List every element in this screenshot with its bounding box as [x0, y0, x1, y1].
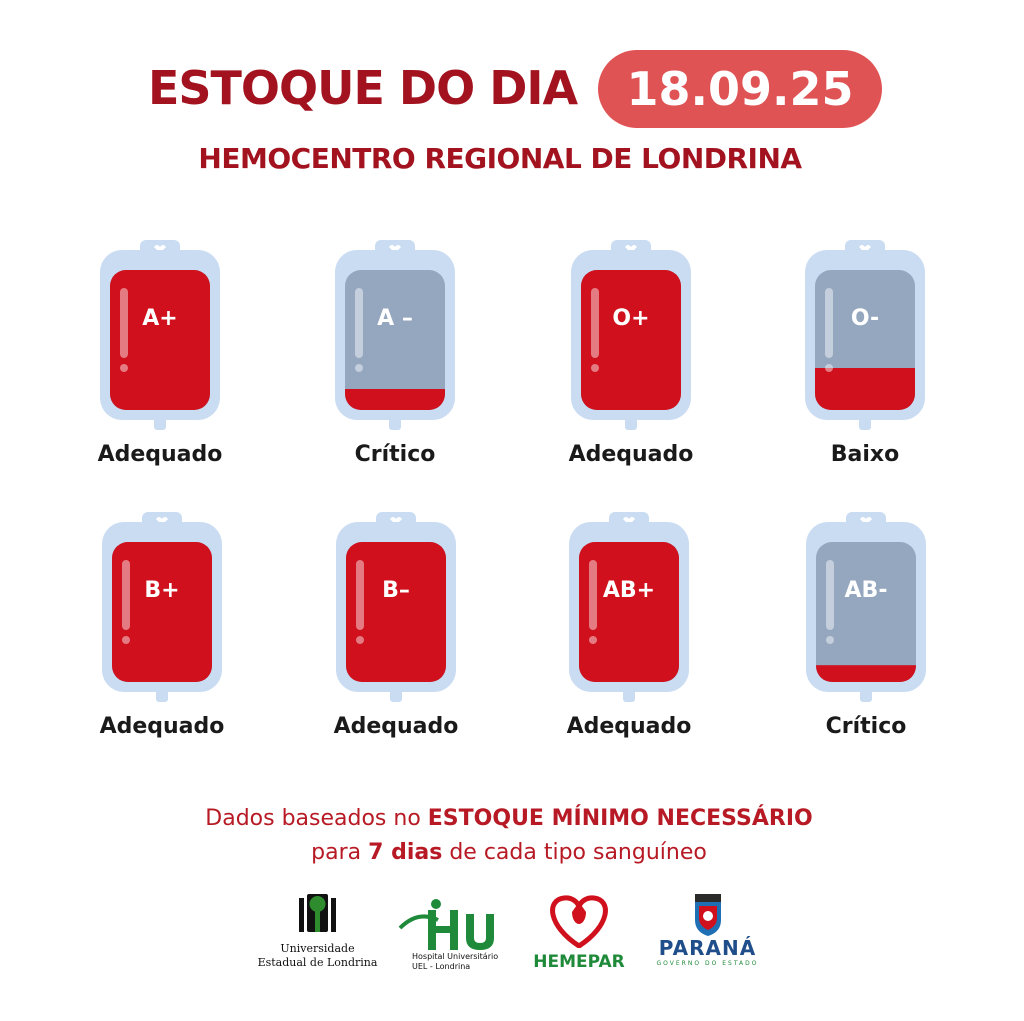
stock-status-label: Baixo — [830, 442, 900, 467]
blood-bag-icon — [295, 240, 495, 440]
stock-status-label: Adequado — [566, 714, 692, 739]
hemepar-logo — [528, 890, 630, 980]
bag-card-b-pos — [62, 512, 262, 772]
blood-type-label: A – — [377, 306, 413, 331]
bag-card-o-pos — [531, 240, 731, 500]
hu-label-2: UEL - Londrina — [412, 962, 471, 971]
footnote-text: para — [311, 840, 369, 865]
blood-type-label: O+ — [612, 306, 650, 331]
parana-label: PARANÁ — [658, 936, 757, 960]
bag-card-ab-pos — [529, 512, 729, 772]
hu-mark-icon — [398, 890, 508, 950]
stock-status-label: Crítico — [825, 714, 907, 739]
blood-bag-icon — [296, 512, 496, 712]
blood-type-label: AB- — [844, 578, 888, 603]
page-subtitle: HEMOCENTRO REGIONAL DE LONDRINA — [198, 142, 802, 175]
uel-label-1: Universidade — [280, 942, 355, 955]
uel-logo — [255, 890, 380, 980]
bag-card-a-pos — [60, 240, 260, 500]
blood-type-label: B+ — [144, 578, 180, 603]
blood-type-label: B– — [382, 578, 410, 603]
footnote — [0, 802, 1018, 870]
stock-status-label: Adequado — [99, 714, 225, 739]
footnote-text: Dados baseados no — [205, 806, 428, 831]
bag-card-b-neg — [296, 512, 496, 772]
uel-emblem-icon — [255, 890, 380, 942]
blood-level-fill — [815, 368, 915, 410]
bag-card-a-neg — [295, 240, 495, 500]
blood-bag-icon — [62, 512, 262, 712]
blood-level-fill — [816, 665, 916, 682]
bag-card-ab-neg — [766, 512, 966, 772]
hemepar-label: HEMEPAR — [533, 952, 625, 972]
page-title: ESTOQUE DO DIA — [148, 61, 578, 115]
parana-crest-icon — [650, 890, 765, 938]
blood-bag-icon — [765, 240, 965, 440]
hu-logo — [398, 890, 508, 980]
blood-bag-icon — [531, 240, 731, 440]
stock-status-label: Adequado — [97, 442, 223, 467]
blood-bag-icon — [766, 512, 966, 712]
footnote-line-2 — [0, 836, 1018, 870]
footnote-emphasis: ESTOQUE MÍNIMO NECESSÁRIO — [427, 806, 813, 831]
blood-bag-icon — [60, 240, 260, 440]
parana-sublabel: GOVERNO DO ESTADO — [656, 960, 759, 967]
blood-type-label: O- — [850, 306, 880, 331]
footnote-emphasis: 7 dias — [368, 840, 443, 865]
date-text: 18.09.25 — [626, 62, 854, 116]
stock-status-label: Crítico — [354, 442, 436, 467]
bag-card-o-neg — [765, 240, 965, 500]
stock-status-label: Adequado — [568, 442, 694, 467]
heart-drop-icon — [528, 890, 630, 948]
blood-type-label: A+ — [142, 306, 178, 331]
parana-logo — [650, 890, 765, 980]
footnote-text: de cada tipo sanguíneo — [442, 840, 707, 865]
partner-logos — [0, 890, 1024, 990]
blood-type-label: AB+ — [602, 578, 656, 603]
uel-label-2: Estadual de Londrina — [257, 956, 378, 969]
footnote-line-1 — [0, 802, 1018, 836]
stock-status-label: Adequado — [333, 714, 459, 739]
blood-level-fill — [345, 389, 445, 410]
blood-bag-icon — [529, 512, 729, 712]
hu-label-1: Hospital Universitário — [412, 952, 499, 961]
